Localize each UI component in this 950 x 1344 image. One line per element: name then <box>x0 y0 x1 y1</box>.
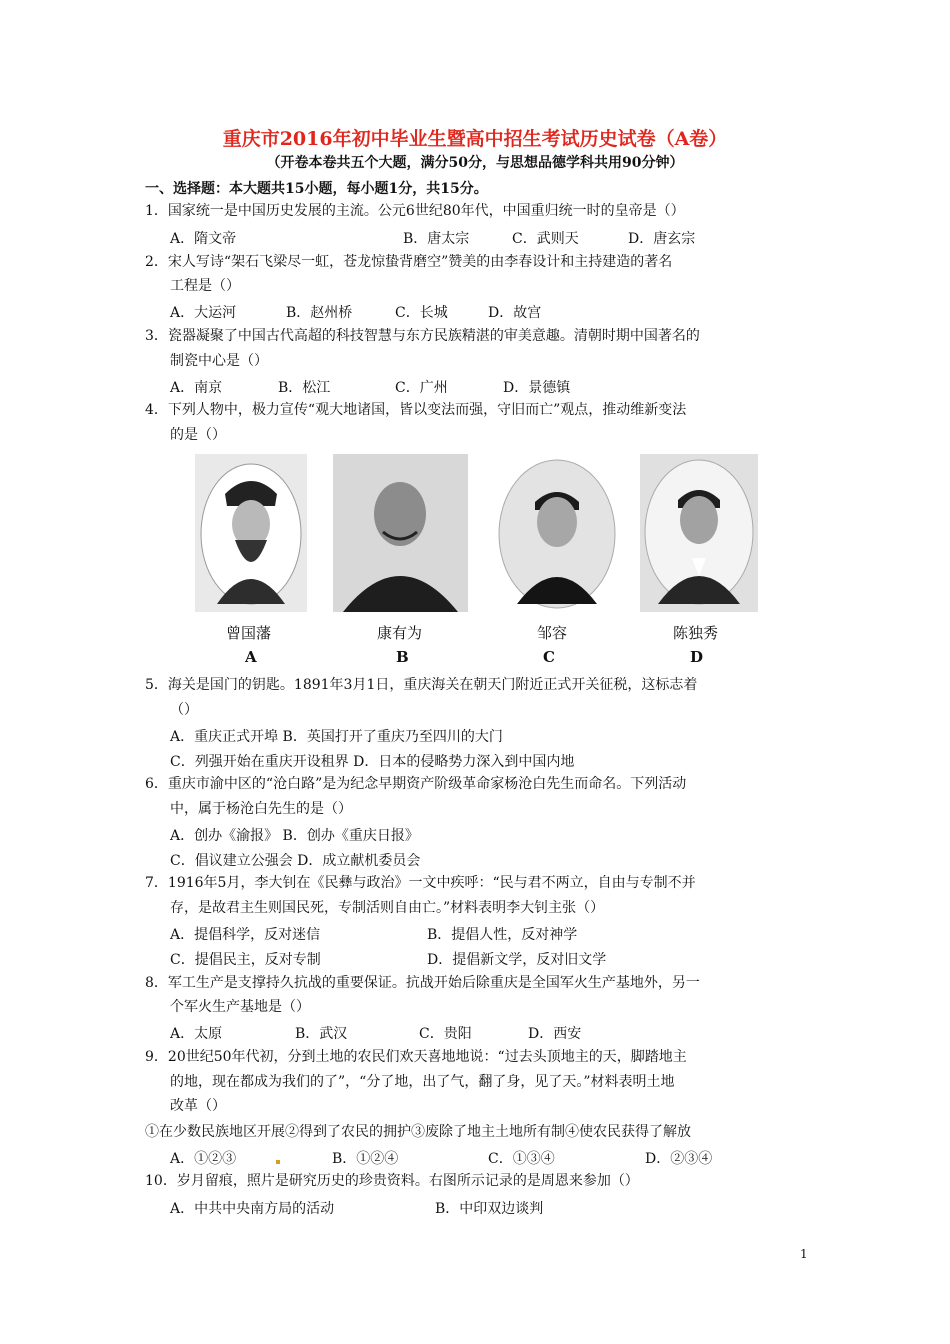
q8-option-a: A．太原 <box>170 1026 223 1042</box>
q7-option-d: D．提倡新文学，反对旧文学 <box>427 952 607 968</box>
q4-stem: 4．下列人物中，极力宣传“观大地诸国，皆以变法而强，守旧而亡”观点，推动维新变法 <box>145 402 687 418</box>
q1-option-c: C．武则天 <box>512 231 579 247</box>
q2-option-c: C．长城 <box>395 305 448 321</box>
q2-option-d: D．故宫 <box>488 305 542 321</box>
q7-stem: 7．1916年5月，李大钊在《民彝与政治》一文中疾呼：“民与君不两立，自由与专制不并 <box>145 875 696 891</box>
q3-option-c: C．广州 <box>395 380 448 396</box>
q5-options-cd: C．列强开始在重庆开设租界 D．日本的侵略势力深入到中国内地 <box>170 754 575 770</box>
person-name-d: 陈独秀 <box>673 624 719 642</box>
q9-statements: ①在少数民族地区开展②得到了农民的拥护③废除了地主土地所有制④使农民获得了解放 <box>145 1124 691 1140</box>
q10-option-b: B．中印双边谈判 <box>435 1201 544 1217</box>
q3-option-a: A．南京 <box>170 380 223 396</box>
q8-option-c: C．贵阳 <box>419 1026 472 1042</box>
q6-stem: 6．重庆市渝中区的“沧白路”是为纪念早期资产阶级革命家杨沧白先生而命名。下列活动 <box>145 776 687 792</box>
person-name-b: 康有为 <box>377 624 423 642</box>
q8-stem-cont: 个军火生产基地是（） <box>170 999 310 1015</box>
q1-stem: 1．国家统一是中国历史发展的主流。公元6世纪80年代，中国重归统一时的皇帝是（） <box>145 203 685 219</box>
q5-stem: 5．海关是国门的钥匙。1891年3月1日，重庆海关在朝天门附近正式开关征税，这标志着 <box>145 677 698 693</box>
q9-stem-cont-1: 的地，现在都成为我们的了”，“分了地，出了气，翻了身，见了天。”材料表明土地 <box>170 1074 675 1090</box>
q9-option-d: D．②③④ <box>645 1151 713 1167</box>
person-letter-c: C <box>543 648 555 666</box>
q6-stem-cont: 中，属于杨沧白先生的是（） <box>170 801 352 817</box>
q5-options-ab: A．重庆正式开埠 B．英国打开了重庆乃至四川的大门 <box>170 729 503 745</box>
q4-stem-cont: 的是（） <box>170 427 226 443</box>
q8-option-b: B．武汉 <box>295 1026 348 1042</box>
q9-stem-cont-2: 改革（） <box>170 1098 226 1114</box>
q7-option-a: A．提倡科学，反对迷信 <box>170 927 321 943</box>
q9-option-c: C．①③④ <box>488 1151 555 1167</box>
q7-option-b: B．提倡人性，反对神学 <box>427 927 578 943</box>
q8-option-d: D．西安 <box>528 1026 582 1042</box>
person-letter-d: D <box>690 648 704 666</box>
portrait-chen-duxiu <box>640 454 758 612</box>
q10-stem: 10．岁月留痕，照片是研究历史的珍贵资料。右图所示记录的是周恩来参加（） <box>145 1173 639 1189</box>
section-heading: 一、选择题：本大题共15小题，每小题1分，共15分。 <box>145 181 488 197</box>
exam-title: 重庆市2016年初中毕业生暨高中招生考试历史试卷（A卷） <box>222 128 728 150</box>
q3-option-d: D．景德镇 <box>503 380 571 396</box>
q9-stem: 9．20世纪50年代初，分到土地的农民们欢天喜地地说：“过去头顶地主的天，脚踏地主 <box>145 1049 687 1065</box>
q1-option-d: D．唐玄宗 <box>628 231 696 247</box>
portrait-kang-youwei <box>333 454 468 612</box>
q2-stem: 2．宋人写诗“架石飞梁尽一虹，苍龙惊蛰背磨空”赞美的由李春设计和主持建造的著名 <box>145 254 673 270</box>
person-name-c: 邹容 <box>537 624 568 642</box>
q3-stem-cont: 制瓷中心是（） <box>170 353 268 369</box>
q7-option-c: C．提倡民主，反对专制 <box>170 952 321 968</box>
q6-options-cd: C．倡议建立公强会 D．成立献机委员会 <box>170 853 421 869</box>
person-letter-a: A <box>245 648 257 666</box>
q5-stem-cont: （） <box>170 702 198 718</box>
portrait-zeng-guofan <box>195 454 307 612</box>
portrait-zou-rong <box>495 454 619 612</box>
decorative-dot <box>276 1160 280 1164</box>
q2-stem-cont: 工程是（） <box>170 278 240 294</box>
q3-stem: 3．瓷器凝聚了中国古代高超的科技智慧与东方民族精湛的审美意趣。清朝时期中国著名的 <box>145 328 700 344</box>
person-letter-b: B <box>396 648 409 666</box>
q7-stem-cont: 存，是故君主生则国民死，专制活则自由亡。”材料表明李大钊主张（） <box>170 900 605 916</box>
q8-stem: 8．军工生产是支撑持久抗战的重要保证。抗战开始后除重庆是全国军火生产基地外，另一 <box>145 975 700 991</box>
q3-option-b: B．松江 <box>278 380 331 396</box>
page-number: 1 <box>800 1247 808 1261</box>
exam-subtitle: （开卷本卷共五个大题，满分50分，与思想品德学科共用90分钟） <box>266 155 684 171</box>
q2-option-a: A．大运河 <box>170 305 237 321</box>
q10-option-a: A．中共中央南方局的活动 <box>170 1201 335 1217</box>
person-name-a: 曾国藩 <box>226 624 272 642</box>
q6-options-ab: A．创办《渝报》 B．创办《重庆日报》 <box>170 828 419 844</box>
q2-option-b: B．赵州桥 <box>286 305 353 321</box>
q9-option-a: A．①②③ <box>170 1151 237 1167</box>
q1-option-a: A．隋文帝 <box>170 231 237 247</box>
q9-option-b: B．①②④ <box>332 1151 399 1167</box>
q1-option-b: B．唐太宗 <box>403 231 470 247</box>
